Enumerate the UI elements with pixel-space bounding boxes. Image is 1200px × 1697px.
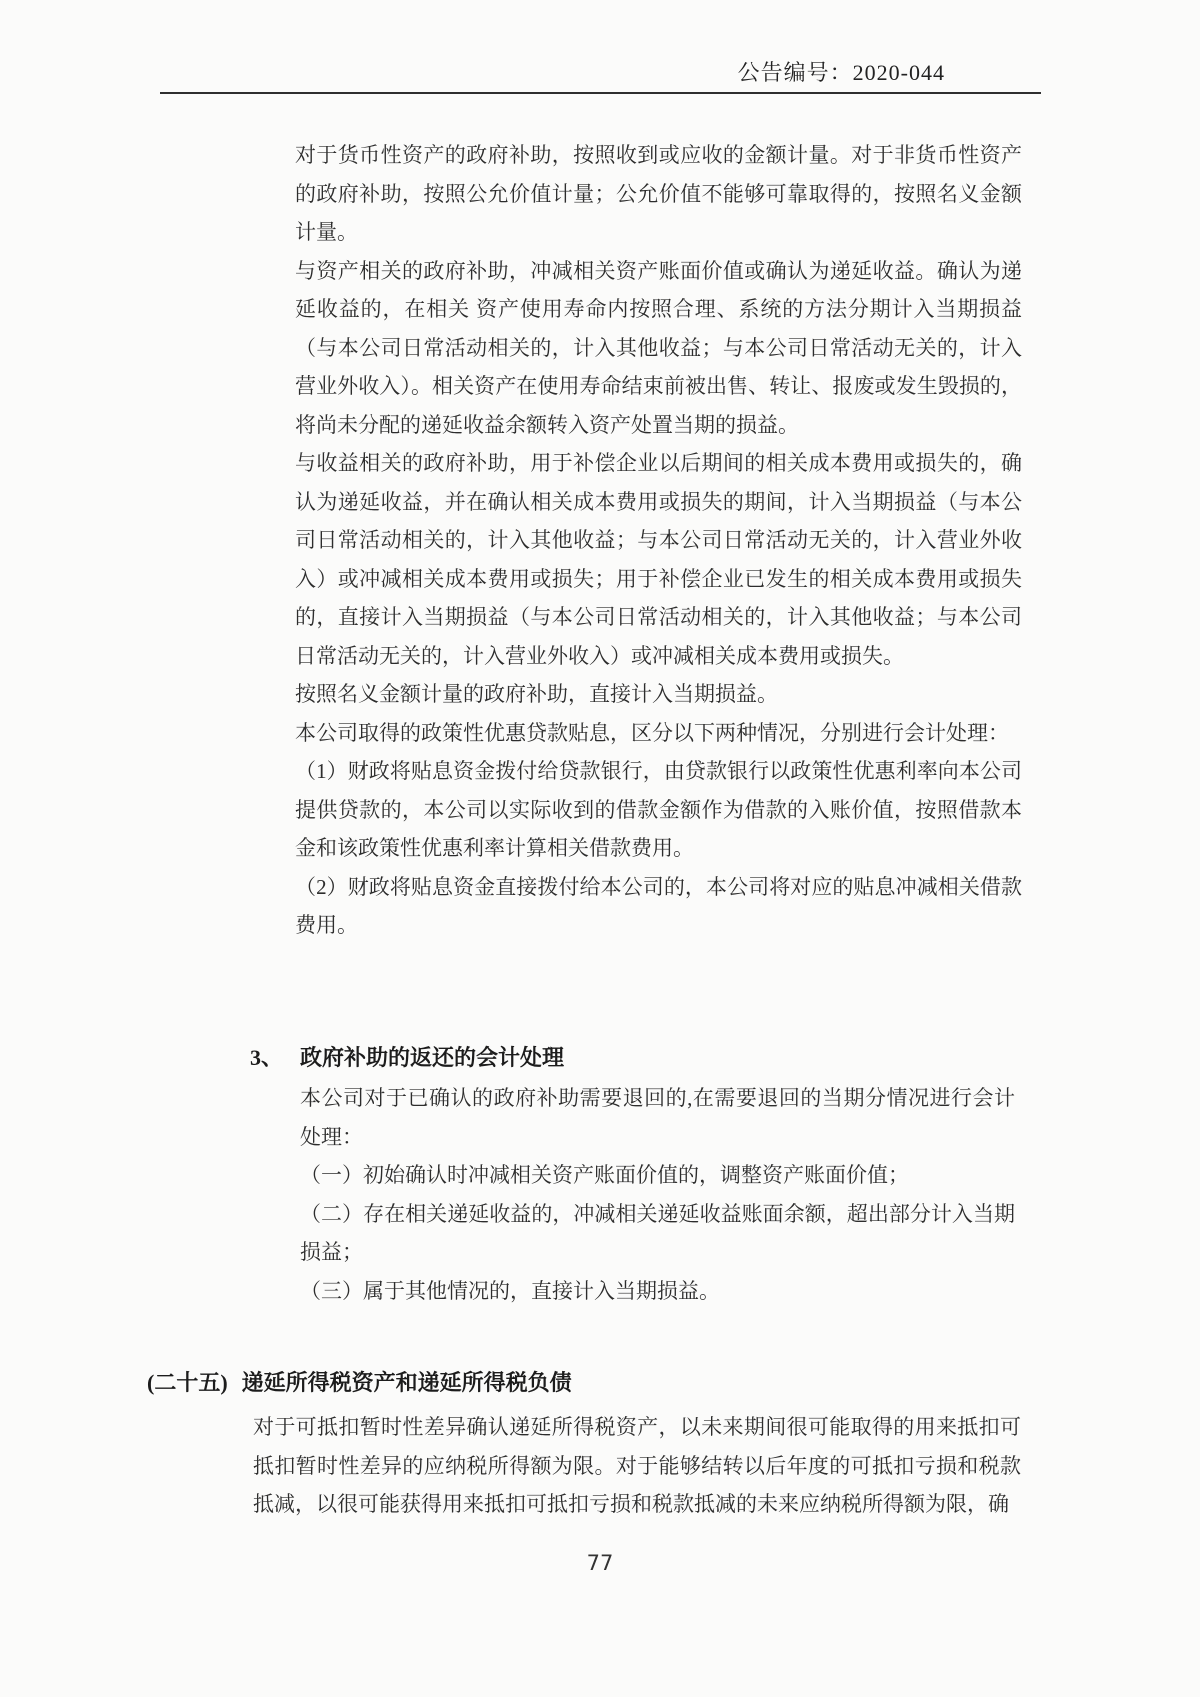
header-divider [160,92,1041,94]
section-title: 政府补助的返还的会计处理 [300,1045,565,1070]
paragraph-policy-loan-intro: 本公司取得的政策性优惠贷款贴息，区分以下两种情况，分别进行会计处理： [295,720,1009,745]
page-number: 77 [586,1551,614,1575]
paragraph-refund-case3: （三）属于其他情况的，直接计入当期损益。 [300,1278,720,1303]
section-heading-deferred-tax [147,1366,572,1397]
paragraph-refund-intro: 本公司对于已确认的政府补助需要退回的,在需要退回的当期分情况进行会计处理： [300,1086,1015,1149]
section-number: 3、 [250,1045,284,1070]
section-number: (二十五) [147,1370,228,1395]
paragraph-refund-case1: （一）初始确认时冲减相关资产账面价值的，调整资产账面价值； [300,1163,909,1187]
paragraph-policy-loan-case2: （2）财政将贴息资金直接拨付给本公司的，本公司将对应的贴息冲减相关借款费用。 [295,874,1022,937]
paragraph-deferred-tax-asset: 对于可抵扣暂时性差异确认递延所得税资产，以未来期间很可能取得的用来抵扣可抵扣暂时性差异的应纳税所得额为限。对于能够结转以后年度的可抵扣亏损和税款抵减，以很可能获得用来抵扣可抵扣亏损和税款抵减的未来应纳税所得额为限，确 [253,1415,1021,1516]
subsidy-measurement-paragraphs [295,136,1022,945]
paragraph-monetary-subsidy: 对于货币性资产的政府补助，按照收到或应收的金额计量。对于非货币性资产的政府补助，按照公允价值计量；公允价值不能够可靠取得的，按照名义金额计量。 [295,143,1022,244]
paragraph-asset-related-subsidy: 与资产相关的政府补助，冲减相关资产账面价值或确认为递延收益。确认为递延收益的，在相关 资产使用寿命内按照合理、系统的方法分期计入当期损益（与本公司日常活动相关的，计入其他收益；与本公司日常活动无关的，计入营业外收入）。相关资产在使用寿命结束前被出售、转让、报废或发生毁损的，将尚未分配的递延收益余额转入资产处置当期的损益。 [295,258,1022,437]
announcement-number: 公告编号：2020-044 [737,60,945,85]
paragraph-policy-loan-case1: （1）财政将贴息资金拨付给贷款银行，由贷款银行以政策性优惠利率向本公司提供贷款的，本公司以实际收到的借款金额作为借款的入账价值，按照借款本金和该政策性优惠利率计算相关借款费用。 [295,759,1022,860]
paragraph-income-related-subsidy: 与收益相关的政府补助，用于补偿企业以后期间的相关成本费用或损失的，确认为递延收益，并在确认相关成本费用或损失的期间，计入当期损益（与本公司日常活动相关的，计入其他收益；与本公司日常活动无关的，计入营业外收入）或冲减相关成本费用或损失；用于补偿企业已发生的相关成本费用或损失的，直接计入当期损益（与本公司日常活动相关的，计入其他收益；与本公司日常活动无关的，计入营业外收入）或冲减相关成本费用或损失。 [295,451,1022,668]
paragraph-nominal-amount: 按照名义金额计量的政府补助，直接计入当期损益。 [295,682,778,706]
subsidy-refund-paragraphs [300,1079,1015,1310]
deferred-tax-paragraphs [253,1408,1021,1524]
section-heading-subsidy-refund [250,1041,564,1072]
paragraph-refund-case2: （二）存在相关递延收益的，冲减相关递延收益账面余额，超出部分计入当期损益； [300,1201,1015,1264]
section-title: 递延所得税资产和递延所得税负债 [241,1370,572,1395]
